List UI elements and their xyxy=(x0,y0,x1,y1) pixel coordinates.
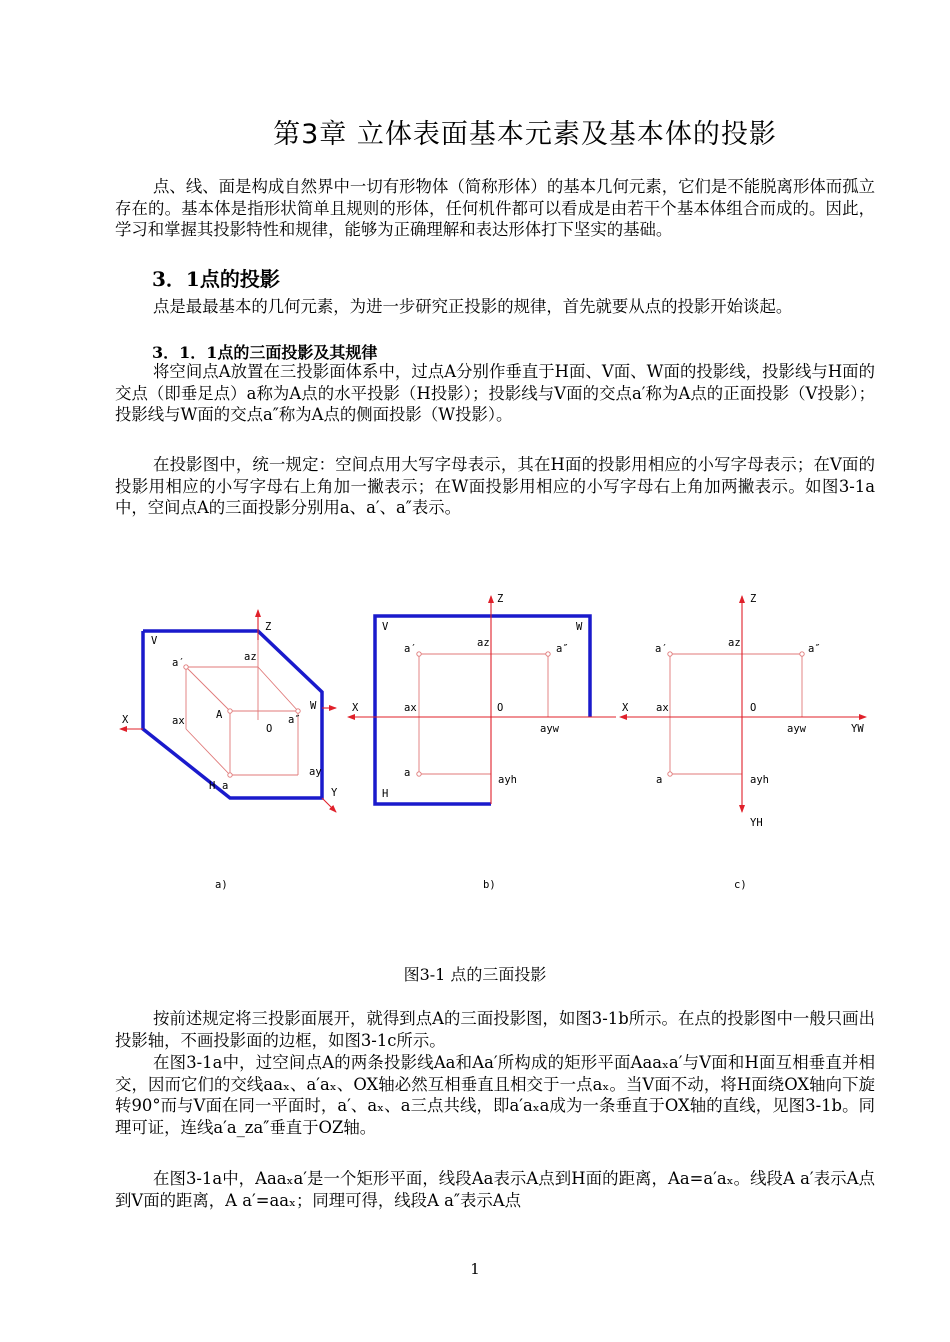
section-heading-3-1-1: 3．1．1点的三面投影及其规律 xyxy=(152,343,378,362)
panel-b-label-ayh: ayh xyxy=(498,774,517,786)
panel-b-label-a-prime: a′ xyxy=(404,643,417,655)
panel-a-label-y: Y xyxy=(331,787,338,799)
panel-a-label-ay: ay xyxy=(309,766,322,778)
panel-b-construction-lines xyxy=(419,654,548,774)
panel-c-label-o: O xyxy=(750,702,757,714)
panel-c-label-ax: ax xyxy=(656,702,669,714)
panel-b-label-a: a xyxy=(404,767,411,779)
panel-c-label-az: az xyxy=(728,637,741,649)
after-paragraph-3: 在图3-1a中，Aaaₓa′是一个矩形平面，线段Aa表示A点到H面的距离，Aa=a′aₓ。线段A a′表示A点到V面的距离，A a′=aaₓ；同理可得，线段A a″表示A点 xyxy=(115,1169,875,1210)
section-3-1-paragraph: 点是最最基本的几何元素，为进一步研究正投影的规律，首先就要从点的投影开始谈起。 xyxy=(153,297,793,316)
page-number: 1 xyxy=(470,1260,480,1278)
panel-c-label-a-prime: a′ xyxy=(655,643,668,655)
panel-c-caption: c) xyxy=(734,879,747,891)
panel-b-label-w: W xyxy=(576,621,583,633)
intro-paragraph: 点、线、面是构成自然界中一切有形物体（简称形体）的基本几何元素，它们是不能脱离形体而孤立存在的。基本体是指形状简单且规则的形体，任何机件都可以看成是由若干个基本体组合而成的。因此，学习和掌握其投影特性和规律，能够为正确理解和表达形体打下坚实的基础。 xyxy=(115,177,875,240)
figure-panel-c xyxy=(620,593,866,891)
panel-a-label-o: O xyxy=(266,723,273,735)
panel-b-label-o: O xyxy=(497,702,504,714)
panel-a-label-v: V xyxy=(151,635,158,647)
after-paragraph-1: 按前述规定将三投影面展开，就得到点A的三面投影图，如图3-1b所示。在点的投影图中一般只画出投影轴，不画投影面的边框，如图3-1c所示。 xyxy=(115,1009,875,1050)
panel-b-label-ax: ax xyxy=(404,702,417,714)
after-paragraph-2: 在图3-1a中，过空间点A的两条投影线Aa和Aa′所构成的矩形平面Aaaₓa′与V面和H面互相垂直并相交，因而它们的交线aaₓ、a′aₓ、OX轴必然互相垂直且相交于一点aₓ。当V面不动，将H面绕OX轴向下旋转90°而与V面在同一平面时，a′、aₓ、a三点共线，即a′aₓa成为一条垂直于OX轴的直线，见图3-1b。同理可证，连线a′a_za″垂直于OZ轴。 xyxy=(115,1053,875,1137)
panel-a-y-axis xyxy=(322,798,336,812)
figure-panel-b xyxy=(348,593,616,891)
figure-panel-a xyxy=(120,610,338,891)
panel-a-label-az: az xyxy=(244,651,257,663)
panel-b-label-z: Z xyxy=(497,593,504,605)
panel-b-label-az: az xyxy=(477,637,490,649)
panel-c-construction-lines xyxy=(670,654,802,774)
panel-a-label-ax: ax xyxy=(172,715,185,727)
panel-b-label-a-dprime: a″ xyxy=(556,643,569,655)
panel-a-caption: a) xyxy=(215,879,228,891)
panel-a-label-A: A xyxy=(216,709,223,721)
panel-c-label-ayw: ayw xyxy=(787,723,806,735)
chapter-title: 第3章 立体表面基本元素及基本体的投影 xyxy=(273,119,777,150)
figure-3-1 xyxy=(0,580,950,910)
panel-b-label-ayw: ayw xyxy=(540,723,559,735)
panel-b-label-v: V xyxy=(382,621,389,633)
panel-c-label-ayh: ayh xyxy=(750,774,769,786)
panel-c-label-x: X xyxy=(622,702,629,714)
panel-b-label-h: H xyxy=(382,788,389,800)
panel-a-label-a: a xyxy=(222,780,229,792)
figure-caption: 图3-1 点的三面投影 xyxy=(403,965,547,984)
panel-a-label-w: W xyxy=(310,700,317,712)
panel-b-label-x: X xyxy=(352,702,359,714)
panel-a-label-x: X xyxy=(122,714,129,726)
panel-a-label-a-dprime: a″ xyxy=(288,714,301,726)
section-heading-3-1: 3．1点的投影 xyxy=(152,267,280,291)
section-3-1-1-paragraph-1: 将空间点A放置在三投影面体系中，过点A分别作垂直于H面、V面、W面的投影线，投影线与H面的交点（即垂足点）a称为A点的水平投影（H投影）；投影线与V面的交点a′称为A点的正面投影（V投影）；投影线与W面的交点a″称为A点的侧面投影（W投影）。 xyxy=(115,362,875,425)
panel-a-label-h: H xyxy=(209,780,216,792)
panel-b-caption: b) xyxy=(483,879,496,891)
panel-c-label-a-dprime: a″ xyxy=(808,643,821,655)
panel-c-label-a: a xyxy=(656,774,663,786)
panel-c-label-z: Z xyxy=(750,593,757,605)
panel-a-label-z: Z xyxy=(265,621,272,633)
section-3-1-1-paragraph-2: 在投影图中，统一规定：空间点用大写字母表示，其在H面的投影用相应的小写字母表示；在V面的投影用相应的小写字母右上角加一撇表示；在W面投影用相应的小写字母右上角加两撇表示。如图3-1a中，空间点A的三面投影分别用a、a′、a″表示。 xyxy=(115,455,875,518)
panel-a-label-a-prime: a′ xyxy=(172,657,185,669)
panel-c-label-yw: YW xyxy=(851,723,864,735)
panel-c-label-yh: YH xyxy=(750,817,763,829)
